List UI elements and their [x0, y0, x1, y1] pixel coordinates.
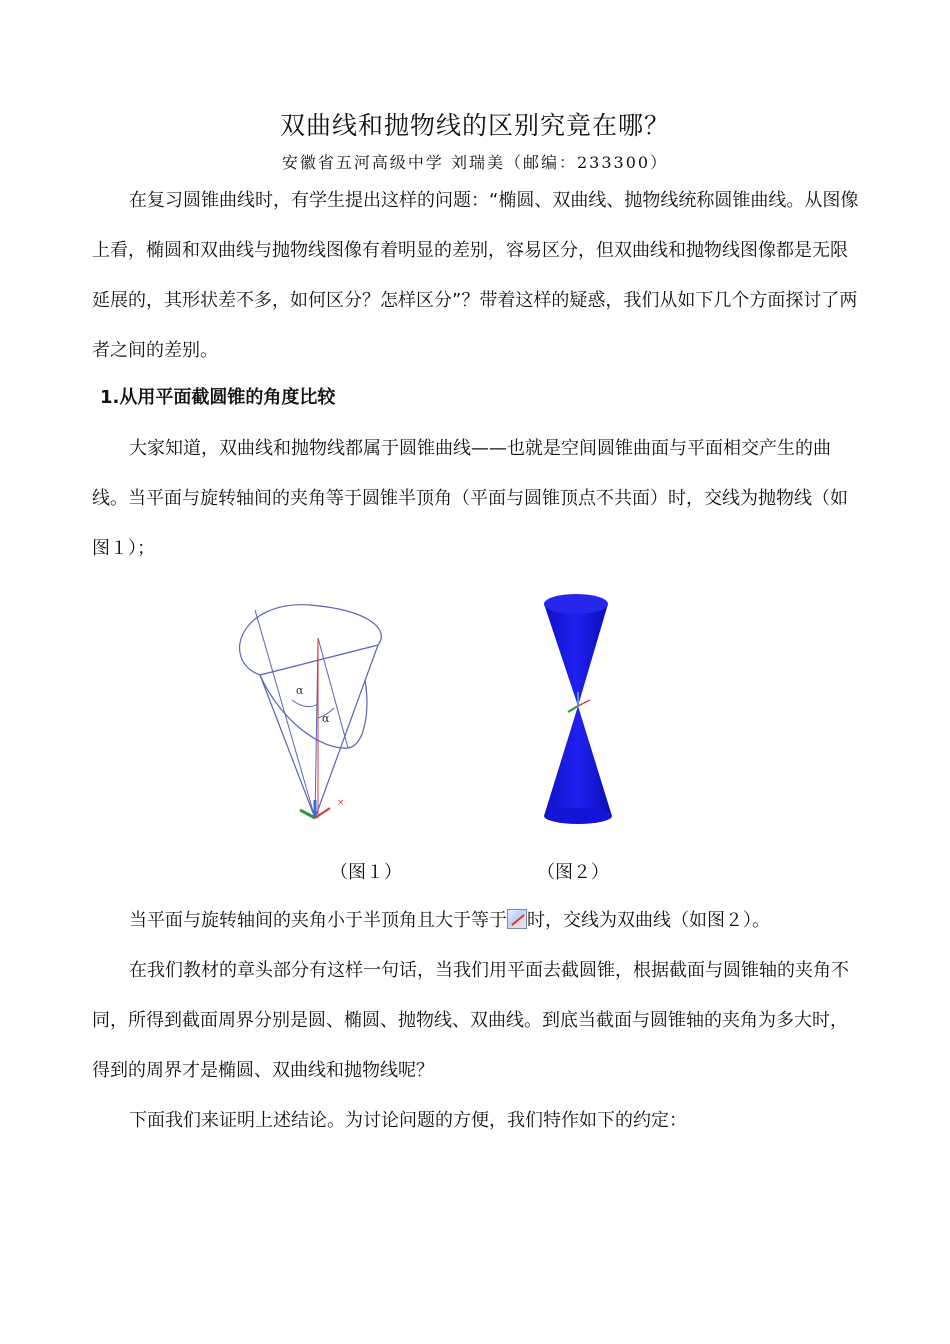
- proof-paragraph: 下面我们来证明上述结论。为讨论问题的方便，我们特作如下的约定：: [129, 1110, 687, 1131]
- angle-label-2: α: [322, 712, 330, 725]
- section1-paragraph: 大家知道，双曲线和抛物线都属于圆锥曲线——也就是空间圆锥曲面与平面相交产生的曲线。当平面与旋转轴间的夹角等于圆锥半顶角（平面与圆锥顶点不共面）时，交线为抛物线（如图１）；: [92, 438, 848, 559]
- hyperbola-text-before: 当平面与旋转轴间的夹角小于半顶角且大于等于: [129, 910, 507, 931]
- author-line: 安徽省五河高级中学 刘瑞美（邮编：233300）: [281, 153, 669, 172]
- intro-paragraph: 在复习圆锥曲线时，有学生提出这样的问题：“椭圆、双曲线、抛物线统称圆锥曲线。从图像上看，椭圆和双曲线与抛物线图像有着明显的差别，容易区分，但双曲线和抛物线图像都是无限延展的，其形状差不多，如何区分？怎样区分”？带着这样的疑惑，我们从如下几个方面探讨了两者之间的差别。: [92, 190, 859, 361]
- textbook-paragraph: 在我们教材的章头部分有这样一句话，当我们用平面去截圆锥，根据截面与圆锥轴的夹角不同，所得到截面周界分别是圆、椭圆、抛物线、双曲线。到底当截面与圆锥轴的夹角为多大时，得到的周界才是椭圆、双曲线和抛物线呢？: [92, 960, 849, 1081]
- angle-label-1: α: [296, 684, 304, 697]
- figure-1-cone-parabola: [220, 590, 400, 830]
- page-title: 双曲线和抛物线的区别究竟在哪？: [279, 111, 670, 140]
- svg-text:×: ×: [337, 798, 345, 808]
- figure-2-caption: （图２）: [537, 862, 609, 883]
- hyperbola-text-after: 时，交线为双曲线（如图２）。: [527, 910, 770, 931]
- hyperbola-paragraph: [92, 896, 860, 946]
- figure-2-double-cone: [520, 588, 640, 828]
- figure-1-caption: （图１）: [330, 862, 402, 883]
- section-heading: 1.从用平面截圆锥的角度比较: [100, 387, 336, 408]
- formula-image-icon: [507, 909, 527, 929]
